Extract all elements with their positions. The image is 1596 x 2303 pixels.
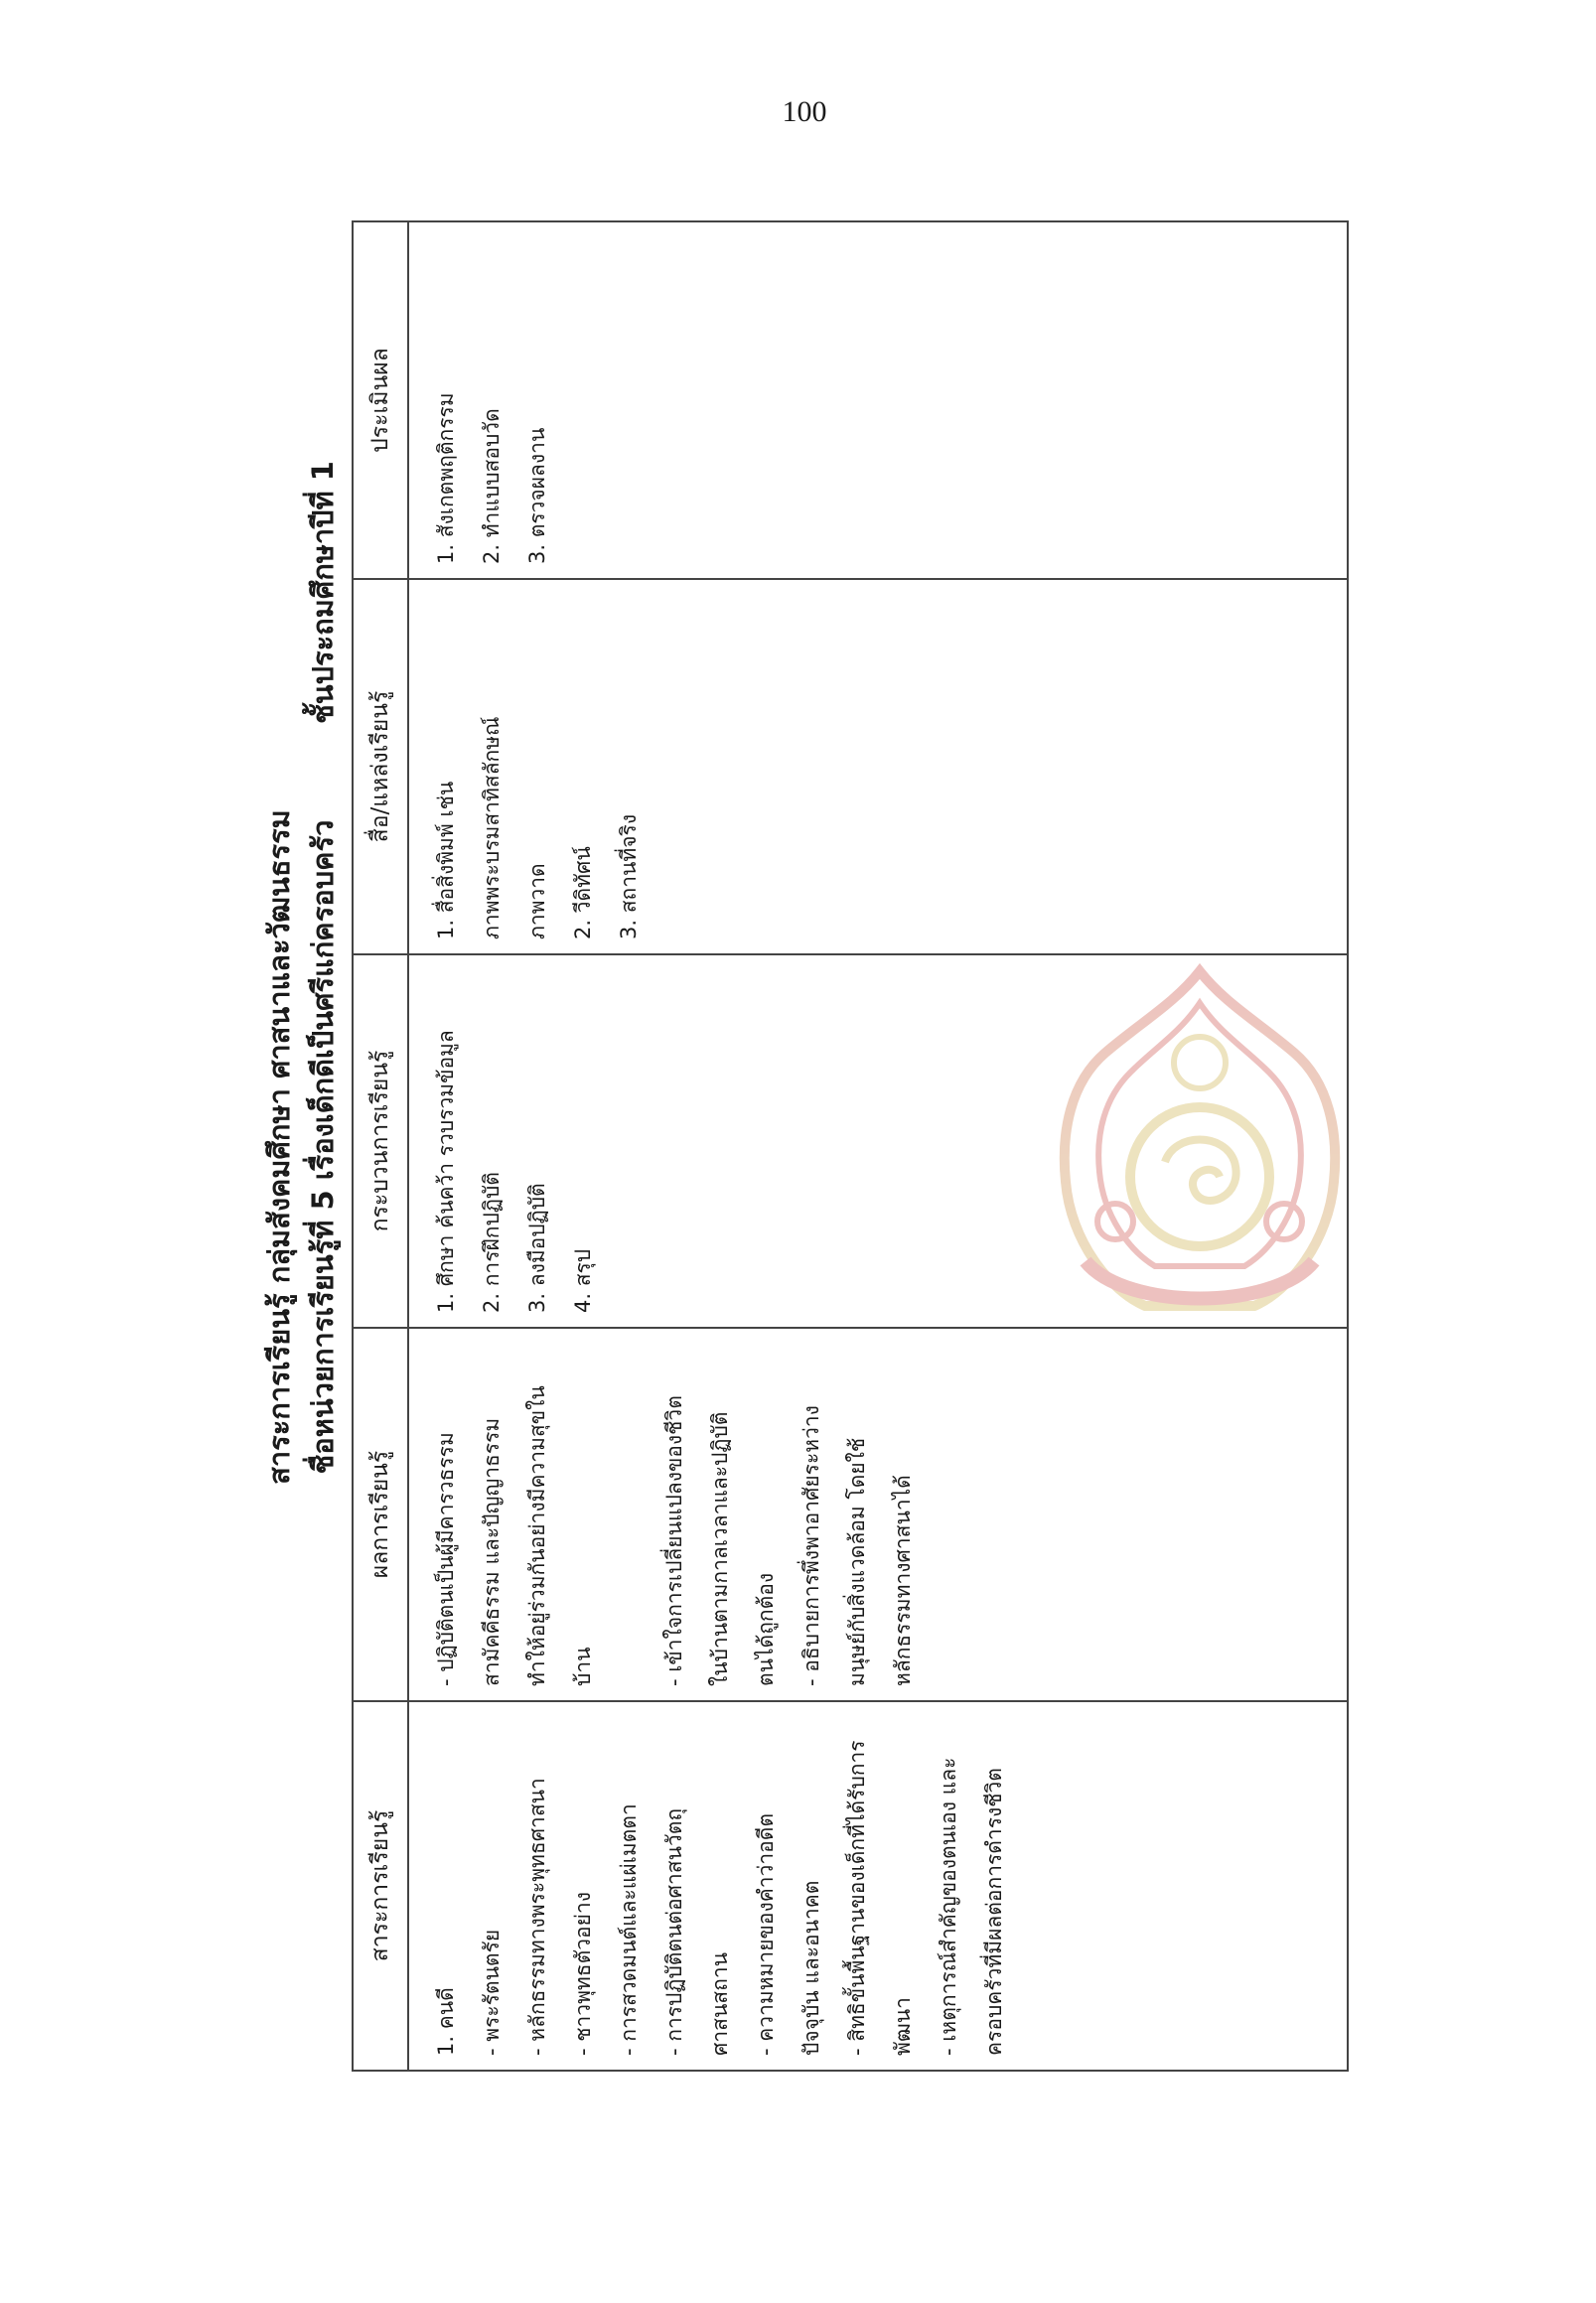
list-item: 2. การฝึกปฏิบัติ bbox=[480, 1172, 504, 1313]
cell-content bbox=[408, 1701, 1348, 2071]
list-item: - การปฏิบัติตนต่อศาสนวัตถุ bbox=[662, 1807, 686, 2056]
grade-level: ชั้นประถมศึกษาปีที่ 1 bbox=[306, 461, 340, 724]
list-item-spacer bbox=[606, 1339, 652, 1686]
list-item: ในบ้านตามกาลเวลาและปฏิบัติ bbox=[708, 1411, 732, 1686]
header-outcomes: ผลการเรียนรู้ bbox=[353, 1328, 408, 1701]
seal-watermark-icon bbox=[1056, 963, 1344, 1331]
list-item: 4. สรุป bbox=[571, 1248, 595, 1313]
cell-outcomes bbox=[408, 1328, 1348, 1701]
list-item: - ปฏิบัติตนเป็นผู้มีคารวธรรม bbox=[434, 1432, 458, 1686]
cell-evaluation bbox=[408, 221, 1348, 579]
header-media: สื่อ/แหล่งเรียนรู้ bbox=[353, 579, 408, 954]
list-item: 2. วีดิทัศน์ bbox=[571, 846, 595, 939]
list-item: สามัคคีธรรม และปัญญาธรรม bbox=[480, 1417, 504, 1686]
list-item: - ความหมายของคำว่าอดีต bbox=[754, 1812, 778, 2056]
list-item: - เหตุการณ์สำคัญของตนเอง และ bbox=[937, 1757, 960, 2056]
list-item: ครอบครัวที่มีผลต่อการดำรงชีวิต bbox=[982, 1768, 1006, 2056]
list-item: - เข้าใจการเปลี่ยนแปลงของชีวิต bbox=[662, 1395, 686, 1686]
list-item: 2. ทำแบบสอบวัด bbox=[480, 408, 504, 564]
list-item: มนุษย์กับสิ่งแวดล้อม โดยใช้ bbox=[845, 1437, 869, 1686]
list-item: 1. ศึกษา ค้นคว้า รวบรวมข้อมูล bbox=[434, 1030, 458, 1313]
table-header-row bbox=[353, 221, 408, 2071]
header-evaluation: ประเมินผล bbox=[353, 221, 408, 579]
list-item: - สิทธิขั้นพื้นฐานของเด็กที่ได้รับการ bbox=[845, 1740, 869, 2056]
list-item: - ชาวพุทธตัวอย่าง bbox=[571, 1892, 595, 2056]
list-item: 1. สังเกตพฤติกรรม bbox=[434, 392, 458, 564]
header-process: กระบวนการเรียนรู้ bbox=[353, 954, 408, 1328]
list-item: 3. สถานที่จริง bbox=[617, 813, 641, 939]
unit-title: ชื่อหน่วยการเรียนรู้ที่ 5 เรื่องเด็กดีเป็นศรีแก่ครอบครัว bbox=[306, 819, 340, 1475]
list-item: ศาสนสถาน bbox=[708, 1952, 732, 2056]
list-item: 3. ลงมือปฏิบัติ bbox=[525, 1183, 549, 1313]
list-item: พัฒนา bbox=[891, 1997, 915, 2056]
document-heading-unit bbox=[300, 222, 346, 2072]
document-heading-subject: สาระการเรียนรู้ กลุ่มสังคมศึกษา ศาสนาและวัฒนธรรม bbox=[262, 809, 296, 1485]
list-item: หลักธรรมทางศาสนาได้ bbox=[891, 1475, 915, 1686]
list-item: 1. สื่อสิ่งพิมพ์ เช่น bbox=[434, 781, 458, 939]
list-item: บ้าน bbox=[571, 1647, 595, 1686]
list-item: - หลักธรรมทางพระพุทธศาสนา bbox=[525, 1778, 549, 2056]
list-item: ทำให้อยู่ร่วมกันอย่างมีความสุขใน bbox=[525, 1385, 549, 1686]
list-item: ตนได้ถูกต้อง bbox=[754, 1572, 778, 1686]
list-item: ภาพพระบรมสาทิสลักษณ์ bbox=[480, 716, 504, 939]
cell-media bbox=[408, 579, 1348, 954]
list-item: ปัจจุบัน และอนาคต bbox=[799, 1880, 823, 2056]
list-item: - อธิบายการพึ่งพาอาศัยระหว่าง bbox=[799, 1405, 823, 1686]
page-number: 100 bbox=[782, 95, 827, 128]
list-item: - พระรัตนตรัย bbox=[480, 1929, 504, 2056]
header-content: สาระการเรียนรู้ bbox=[353, 1701, 408, 2071]
list-item: 1. คนดี bbox=[434, 1987, 458, 2056]
list-item: - การสวดมนต์และแผ่เมตตา bbox=[617, 1803, 641, 2056]
list-item: 3. ตรวจผลงาน bbox=[525, 427, 549, 564]
list-item: ภาพวาด bbox=[525, 863, 549, 939]
